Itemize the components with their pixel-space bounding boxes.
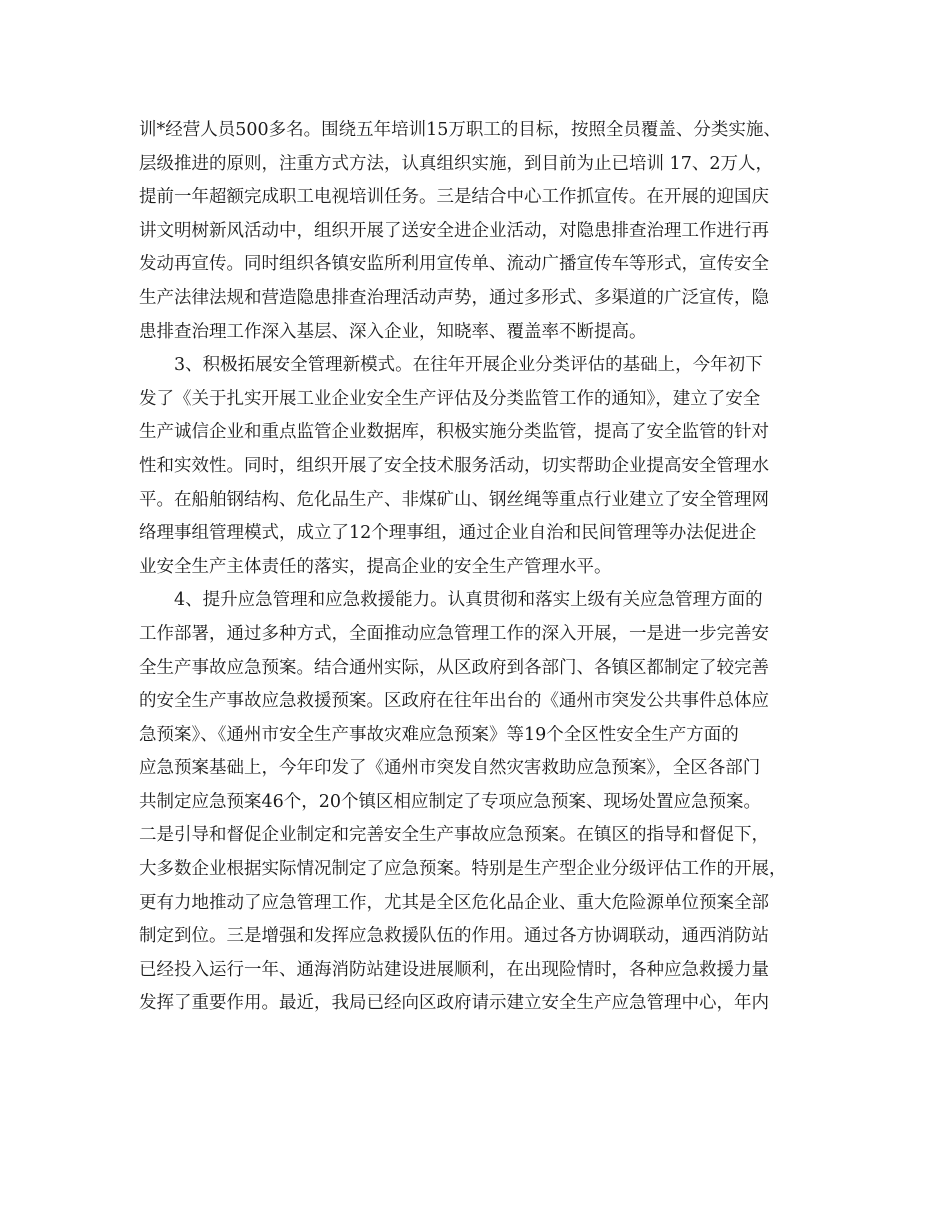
text-line: 的安全生产事故应急救援预案。区政府在往年出台的《通州市突发公共事件总体应 — [139, 691, 769, 712]
text-line: 制定到位。三是增强和发挥应急救援队伍的作用。通过各方协调联动，通西消防站 — [139, 926, 769, 947]
text-line: 络理事组管理模式，成立了12个理事组，通过企业自治和民间管理等办法促进企 — [139, 523, 757, 544]
paragraph-start-line: 3、积极拓展安全管理新模式。在往年开展企业分类评估的基础上，今年初下 — [174, 355, 763, 376]
text-line: 平。在船舶钢结构、危化品生产、非煤矿山、钢丝绳等重点行业建立了安全管理网 — [139, 489, 769, 510]
text-line: 更有力地推动了应急管理工作，尤其是全区危化品企业、重大危险源单位预案全部 — [139, 892, 769, 913]
text-line: 共制定应急预案46个，20个镇区相应制定了专项应急预案、现场处置应急预案。 — [139, 791, 762, 812]
body-text — [139, 114, 819, 1021]
text-line: 发了《关于扎实开展工业企业安全生产评估及分类监管工作的通知》，建立了安全 — [139, 388, 761, 409]
text-line: 急预案》、《通州市安全生产事故灾难应急预案》等19个全区性安全生产方面的 — [139, 724, 739, 745]
text-line: 生产法律法规和营造隐患排查治理活动声势，通过多形式、多渠道的广泛宣传，隐 — [139, 287, 769, 308]
text-line: 层级推进的原则，注重方式方法，认真组织实施，到目前为止已培训 17、2万人， — [139, 153, 773, 174]
text-line: 已经投入运行一年、通海消防站建设进展顺利，在出现险情时，各种应急救援力量 — [139, 959, 769, 980]
text-line: 生产诚信企业和重点监管企业数据库，积极实施分类监管，提高了安全监管的针对 — [139, 422, 769, 443]
text-line: 训*经营人员500多名。围绕五年培训15万职工的目标，按照全员覆盖、分类实施、 — [139, 120, 781, 140]
text-line: 全生产事故应急预案。结合通州实际，从区政府到各部门、各镇区都制定了较完善 — [139, 657, 769, 678]
text-line: 患排查治理工作深入基层、深入企业，知晓率、覆盖率不断提高。 — [139, 321, 647, 342]
text-line: 二是引导和督促企业制定和完善安全生产事故应急预案。在镇区的指导和督促下， — [139, 825, 769, 846]
text-line: 讲文明树新风活动中，组织开展了送安全进企业活动，对隐患排查治理工作进行再 — [139, 220, 769, 241]
text-line: 性和实效性。同时，组织开展了安全技术服务活动，切实帮助企业提高安全管理水 — [139, 455, 769, 476]
text-line: 发动再宣传。同时组织各镇安监所利用宣传单、流动广播宣传车等形式，宣传安全 — [139, 254, 769, 275]
text-line: 工作部署，通过多种方式，全面推动应急管理工作的深入开展，一是进一步完善安 — [139, 623, 769, 644]
text-line: 大多数企业根据实际情况制定了应急预案。特别是生产型企业分级评估工作的开展， — [139, 859, 787, 880]
text-line: 应急预案基础上，今年印发了《通州市突发自然灾害救助应急预案》，全区各部门 — [139, 758, 761, 779]
text-line: 提前一年超额完成职工电视培训任务。三是结合中心工作抓宣传。在开展的迎国庆 — [139, 187, 769, 208]
paragraph-start-line: 4、提升应急管理和应急救援能力。认真贯彻和落实上级有关应急管理方面的 — [174, 590, 763, 611]
text-line: 发挥了重要作用。最近，我局已经向区政府请示建立安全生产应急管理中心，年内 — [139, 993, 769, 1014]
text-line: 业安全生产主体责任的落实，提高企业的安全生产管理水平。 — [139, 556, 612, 577]
